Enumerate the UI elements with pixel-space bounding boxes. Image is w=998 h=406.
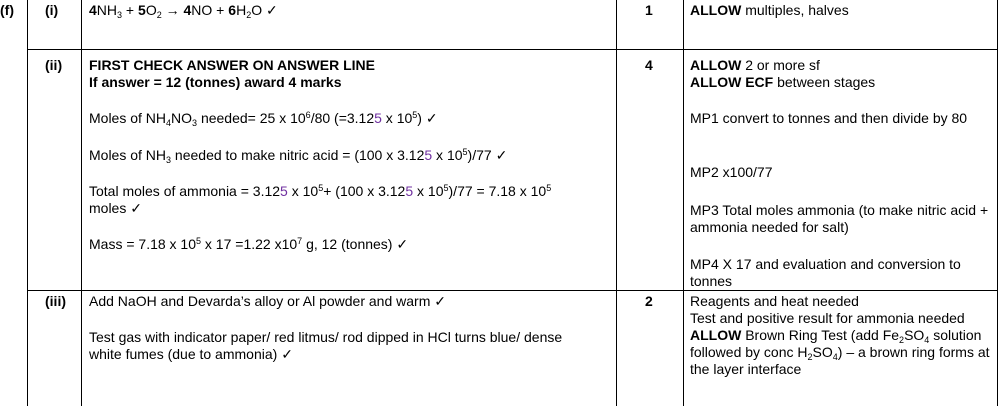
equation-answer: $4NH_3 + 5O_2 \to 4NO + 6H_2O$ ✓ [89, 2, 278, 20]
tick-icon: ✓ [396, 236, 409, 252]
working-line-4: Mass = 7.18 x $10^5$ x 17 =1.22 $x10^7$ g, 12 (tonnes) ✓ [89, 236, 409, 252]
tick-icon: ✓ [265, 2, 278, 18]
award-heading: If answer = 12 (tonnes) award 4 marks [89, 74, 342, 90]
part-label: (f) [0, 2, 14, 18]
row-divider [27, 290, 998, 291]
marks-ii: 4 [645, 57, 653, 73]
guidance-mp2: MP2 x100/77 [690, 164, 773, 180]
sub-label-iii: (iii) [45, 293, 66, 309]
guidance-i: ALLOW multiples, halves [690, 2, 849, 18]
test-line-1: Add NaOH and Devarda’s alloy or Al powder and warm ✓ [89, 293, 446, 309]
tick-icon: ✓ [434, 293, 446, 309]
grid-line [81, 0, 82, 406]
working-line-1: Moles of $NH_4NO_3$ needed= 25 x $10^6/80$ (=3.125 x $10^5$) ✓ [89, 110, 438, 128]
working-line-3: Total moles of ammonia = 3.125 x $10^5+ (100$ x 3.125 x $10^5)/77 = 7.18$ x $10^5$ moles ✓ [89, 183, 552, 216]
tick-icon: ✓ [425, 110, 438, 126]
test-line-2: Test gas with indicator paper/ red litmus/ rod dipped in HCl turns blue/ dense white fumes (due to ammonia) ✓ [89, 329, 563, 362]
guidance-iii: Reagents and heat needed Test and positive result for ammonia needed ALLOW Brown Ring Test (add $Fe_2SO_4$ solution followed by conc $H_2SO_4$) – a brown ring forms at the layer interface [690, 293, 990, 377]
grid-line [683, 0, 684, 406]
working-line-2: Moles of $NH_3$ needed to make nitric acid = (100 x 3.125 x $10^5)/77$ ✓ [89, 147, 508, 165]
grid-line [27, 0, 28, 406]
tick-icon: ✓ [281, 346, 293, 362]
guidance-allow-sf: ALLOW 2 or more sf [690, 57, 820, 73]
sub-label-i: (i) [45, 2, 59, 18]
tick-icon: ✓ [495, 147, 508, 163]
marks-i: 1 [645, 2, 653, 18]
guidance-allow-ecf: ALLOW ECF between stages [690, 74, 876, 90]
row-divider [27, 49, 998, 50]
sub-label-ii: (ii) [45, 57, 63, 73]
marks-iii: 2 [645, 293, 653, 309]
tick-icon: ✓ [130, 200, 142, 216]
guidance-mp1: MP1 convert to tonnes and then divide by 80 [690, 110, 968, 126]
grid-line [616, 0, 617, 406]
guidance-mp3: MP3 Total moles ammonia (to make nitric acid + ammonia needed for salt) [690, 202, 989, 235]
guidance-mp4: MP4 X 17 and evaluation and conversion to tonnes [690, 256, 961, 289]
check-heading: FIRST CHECK ANSWER ON ANSWER LINE [89, 57, 375, 73]
